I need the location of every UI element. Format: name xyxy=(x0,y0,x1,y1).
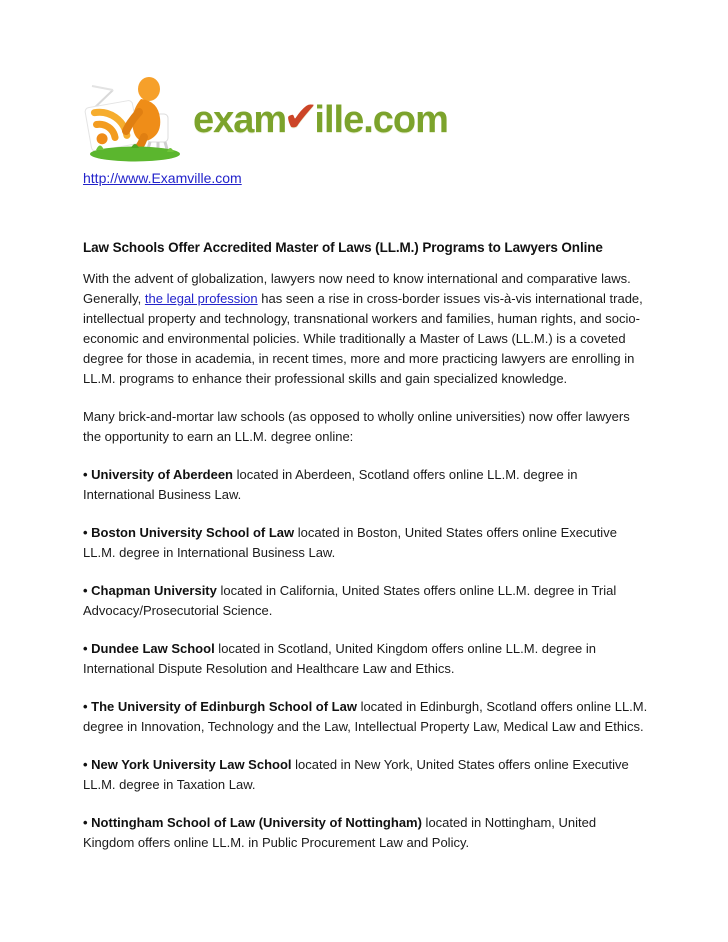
check-icon: ✔ xyxy=(283,93,318,140)
school-name: • Chapman University xyxy=(83,583,217,598)
school-item xyxy=(83,813,648,853)
school-detail: located in Aberdeen, Scotland offers online LL.M. degree in International Business Law. xyxy=(83,467,578,502)
paragraph-intro-post: has seen a rise in cross-border issues vis-à-vis international trade, intellectual property and technology, transnational workers and families, human rights, and socio-economic and environmental policies. While traditionally a Master of Laws (LL.M.) is a coveted degree for those in academia, in recent times, more and more practicing lawyers are enrolling in LL.M. programs to enhance their professional skills and gain specialized knowledge. xyxy=(83,291,643,386)
school-item xyxy=(83,639,648,679)
site-url-row xyxy=(83,168,648,188)
school-name: • Nottingham School of Law (University of Nottingham) xyxy=(83,815,422,830)
school-detail: located in Nottingham, United Kingdom offers online LL.M. in Public Procurement Law and Policy. xyxy=(83,815,597,850)
school-item xyxy=(83,697,648,737)
document-content xyxy=(83,74,648,871)
school-item xyxy=(83,581,648,621)
legal-profession-link[interactable]: the legal profession xyxy=(144,291,258,306)
wordmark-post: ille.com xyxy=(314,99,448,141)
school-name: • The University of Edinburgh School of Law xyxy=(83,699,357,714)
paragraph-intro xyxy=(83,269,648,389)
school-detail: located in Boston, United States offers online Executive LL.M. degree in International Business Law. xyxy=(83,525,617,560)
school-name: • University of Aberdeen xyxy=(83,467,233,482)
school-name: • Boston University School of Law xyxy=(83,525,295,540)
wordmark-pre: exam xyxy=(193,99,287,141)
paragraph-lead-in: Many brick-and-mortar law schools (as opposed to wholly online universities) now offer lawyers the opportunity to earn an LL.M. degree online: xyxy=(83,409,630,444)
examville-logo-icon xyxy=(83,74,183,162)
school-detail: located in Edinburgh, Scotland offers online LL.M. degree in Innovation, Technology and the Law, Intellectual Property Law, Medical Law and Ethics. xyxy=(83,699,648,734)
school-detail: located in New York, United States offers online Executive LL.M. degree in Taxation Law. xyxy=(83,757,629,792)
site-url-link[interactable]: http://www.Examville.com xyxy=(83,170,242,186)
school-name: • New York University Law School xyxy=(83,757,292,772)
paragraph-intro-pre: With the advent of globalization, lawyers now need to know international and comparative laws. Generally, xyxy=(83,271,631,306)
school-item xyxy=(83,465,648,505)
school-detail: located in Scotland, United Kingdom offers online LL.M. degree in International Dispute Resolution and Healthcare Law and Ethics. xyxy=(83,641,597,676)
examville-wordmark xyxy=(193,93,448,141)
school-item xyxy=(83,523,648,563)
school-item xyxy=(83,755,648,795)
school-name: • Dundee Law School xyxy=(83,641,215,656)
examville-logo xyxy=(83,74,648,162)
school-detail: located in California, United States offers online LL.M. degree in Trial Advocacy/Prosecutorial Science. xyxy=(83,583,617,618)
article-title: Law Schools Offer Accredited Master of Laws (LL.M.) Programs to Lawyers Online xyxy=(83,240,603,255)
